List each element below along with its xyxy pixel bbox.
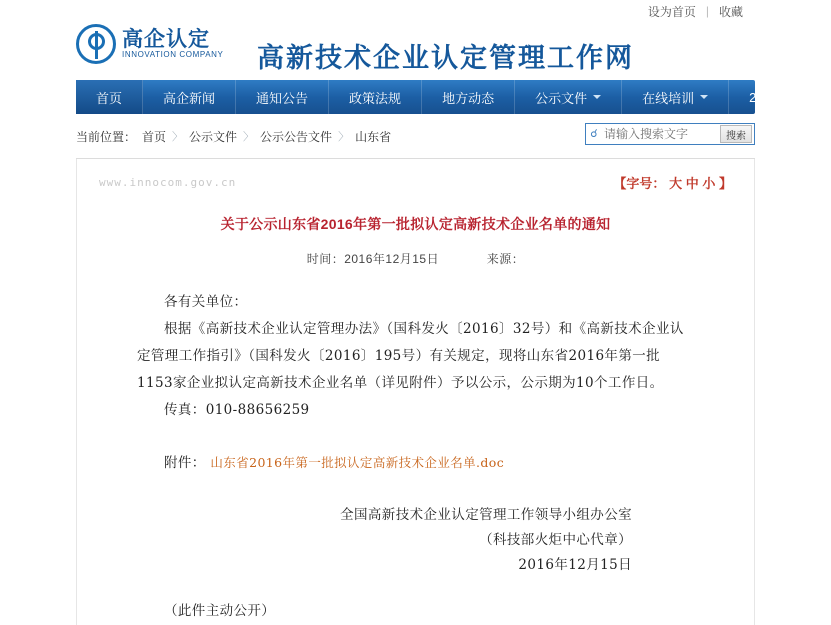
nav-item-online-training[interactable]: 在线培训 (622, 80, 729, 114)
article-source-label: 来源： (486, 252, 525, 266)
breadcrumb (76, 128, 391, 145)
attachment-row (137, 450, 694, 477)
article-toolbar (77, 159, 754, 196)
search-input[interactable] (602, 126, 720, 142)
search-icon: ☌ (590, 127, 598, 140)
site-url-watermark: www.innocom.gov.cn (99, 176, 237, 189)
signature-line-3: 2016年12月15日 (518, 556, 632, 573)
set-home-link[interactable]: 设为首页 (647, 4, 696, 19)
article-panel (76, 159, 755, 625)
nav-item-notices[interactable]: 通知公告 (236, 80, 329, 114)
breadcrumb-row (76, 114, 755, 159)
font-size-label: 【字号： (613, 176, 666, 191)
nav-item-news[interactable]: 高企新闻 (143, 80, 236, 114)
site-title: 高新技术企业认定管理工作网 (257, 43, 634, 74)
article-meta (77, 250, 754, 267)
article-paragraph-main: 根据《高新技术企业认定管理办法》（国科发火〔2016〕32号）和《高新技术企业认定管理工作指引》（国科发火〔2016〕195号）有关规定，现将山东省2016年第一批1153家企业拟认定高新技术企业名单（详见附件）予以公示，公示期为10个工作日。 (137, 321, 684, 391)
top-utility-bar (0, 0, 831, 22)
search-box[interactable] (585, 123, 755, 145)
breadcrumb-label: 当前位置： (76, 129, 137, 144)
font-size-small[interactable]: 小 (702, 176, 716, 191)
breadcrumb-item-public-files[interactable]: 公示文件 (189, 129, 238, 144)
font-size-large[interactable]: 大 (669, 176, 683, 191)
font-size-control (613, 173, 732, 192)
signature-line-1: 全国高新技术企业认定管理工作领导小组办公室 (340, 507, 632, 523)
article-footnote: （此件主动公开） (164, 602, 276, 619)
favorite-link[interactable]: 收藏 (718, 4, 743, 19)
breadcrumb-arrow-icon: 〉 (172, 131, 184, 143)
breadcrumb-item-shandong[interactable]: 山东省 (355, 129, 392, 144)
attachment-label: 附件： (164, 455, 206, 471)
article-body (137, 289, 694, 625)
breadcrumb-arrow-icon: 〉 (243, 131, 255, 143)
article-title: 关于公示山东省2016年第一批拟认定高新技术企业名单的通知 (220, 216, 611, 232)
logo-text-en: INNOVATION COMPANY (122, 49, 224, 59)
nav-item-policies[interactable]: 政策法规 (329, 80, 422, 114)
breadcrumb-item-home[interactable]: 首页 (142, 129, 167, 144)
logo-text-cn: 高企认定 (122, 27, 210, 51)
article-time-value: 2016年12月15日 (344, 252, 440, 266)
topbar-separator: | (705, 4, 709, 18)
main-nav (76, 80, 816, 114)
signature-line-2: （科技部火炬中心代章） (479, 531, 632, 548)
font-size-medium[interactable]: 中 (685, 176, 699, 191)
nav-date: 2016-12-27 (749, 89, 816, 105)
attachment-link[interactable]: 山东省2016年第一批拟认定高新技术企业名单.doc (210, 455, 505, 470)
site-header (0, 22, 831, 80)
breadcrumb-item-announcement-files[interactable]: 公示公告文件 (260, 129, 333, 144)
search-button[interactable]: 搜索 (720, 125, 752, 143)
font-size-close-bracket: 】 (718, 176, 732, 191)
article-paragraph-fax: 传真：010-88656259 (164, 402, 310, 418)
nav-item-local[interactable]: 地方动态 (422, 80, 515, 114)
article-paragraph-salutation: 各有关单位： (164, 294, 248, 310)
article-time-label: 时间： (306, 252, 345, 266)
nav-item-home[interactable]: 首页 (76, 80, 143, 114)
breadcrumb-arrow-icon: 〉 (338, 131, 350, 143)
article-signature (137, 503, 694, 578)
nav-item-public-files[interactable]: 公示文件 (515, 80, 622, 114)
